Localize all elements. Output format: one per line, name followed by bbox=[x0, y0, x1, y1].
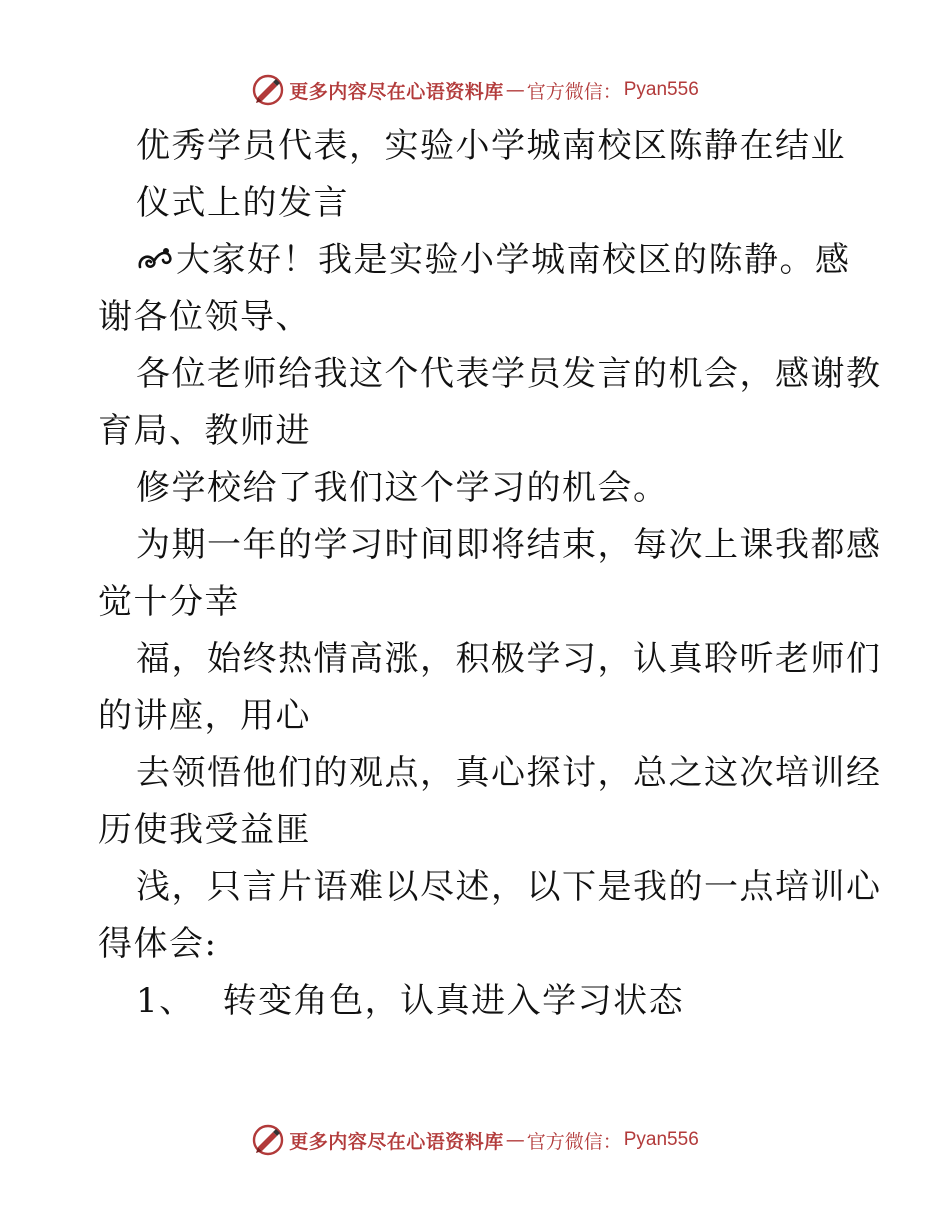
greeting-line: 谢各位领导、 bbox=[98, 297, 311, 337]
list-item-text: 转变角色，认真进入学习状态 bbox=[222, 981, 685, 1021]
banner-dash: — bbox=[505, 1129, 525, 1151]
decorative-swirl-icon bbox=[136, 245, 174, 275]
banner-wechat-id: Pyan556 bbox=[623, 79, 699, 100]
banner-wechat-label: 官方微信： bbox=[526, 80, 622, 103]
paragraph-line: 得体会: bbox=[98, 924, 218, 964]
banner-site-text: 更多内容尽在心语资料库 bbox=[289, 80, 504, 103]
banner-wechat-label: 官方微信： bbox=[526, 1130, 622, 1153]
pen-logo-icon bbox=[251, 73, 285, 107]
paragraph-line: 的讲座，用心 bbox=[98, 696, 311, 736]
paragraph-line: 修学校给了我们这个学习的机会。 bbox=[136, 468, 669, 508]
greeting-text: 大家好！我是实验小学城南校区的陈静。感 bbox=[176, 240, 851, 280]
list-item bbox=[98, 973, 858, 1030]
banner-dash: — bbox=[505, 79, 525, 101]
paragraph-line: 为期一年的学习时间即将结束，每次上课我都感 bbox=[136, 525, 882, 565]
banner-wechat-id: Pyan556 bbox=[623, 1129, 699, 1150]
greeting-line bbox=[98, 232, 858, 289]
header-banner bbox=[0, 70, 950, 110]
title-line: 仪式上的发言 bbox=[136, 183, 349, 223]
footer-banner bbox=[0, 1120, 950, 1160]
paragraph-line: 育局、教师进 bbox=[98, 411, 311, 451]
list-item-number: 1、 bbox=[136, 981, 195, 1021]
paragraph-line: 福，始终热情高涨，积极学习，认真聆听老师们 bbox=[136, 639, 882, 679]
title-line: 优秀学员代表，实验小学城南校区陈静在结业 bbox=[136, 126, 846, 166]
paragraph-line: 各位老师给我这个代表学员发言的机会，感谢教 bbox=[136, 354, 882, 394]
paragraph-line: 去领悟他们的观点，真心探讨，总之这次培训经 bbox=[136, 753, 882, 793]
paragraph-line: 觉十分幸 bbox=[98, 582, 240, 622]
paragraph-line: 浅，只言片语难以尽述，以下是我的一点培训心 bbox=[136, 867, 882, 907]
paragraph-line: 历使我受益匪 bbox=[98, 810, 311, 850]
document-body bbox=[98, 118, 882, 1030]
banner-site-text: 更多内容尽在心语资料库 bbox=[289, 1130, 504, 1153]
pen-logo-icon bbox=[251, 1123, 285, 1157]
